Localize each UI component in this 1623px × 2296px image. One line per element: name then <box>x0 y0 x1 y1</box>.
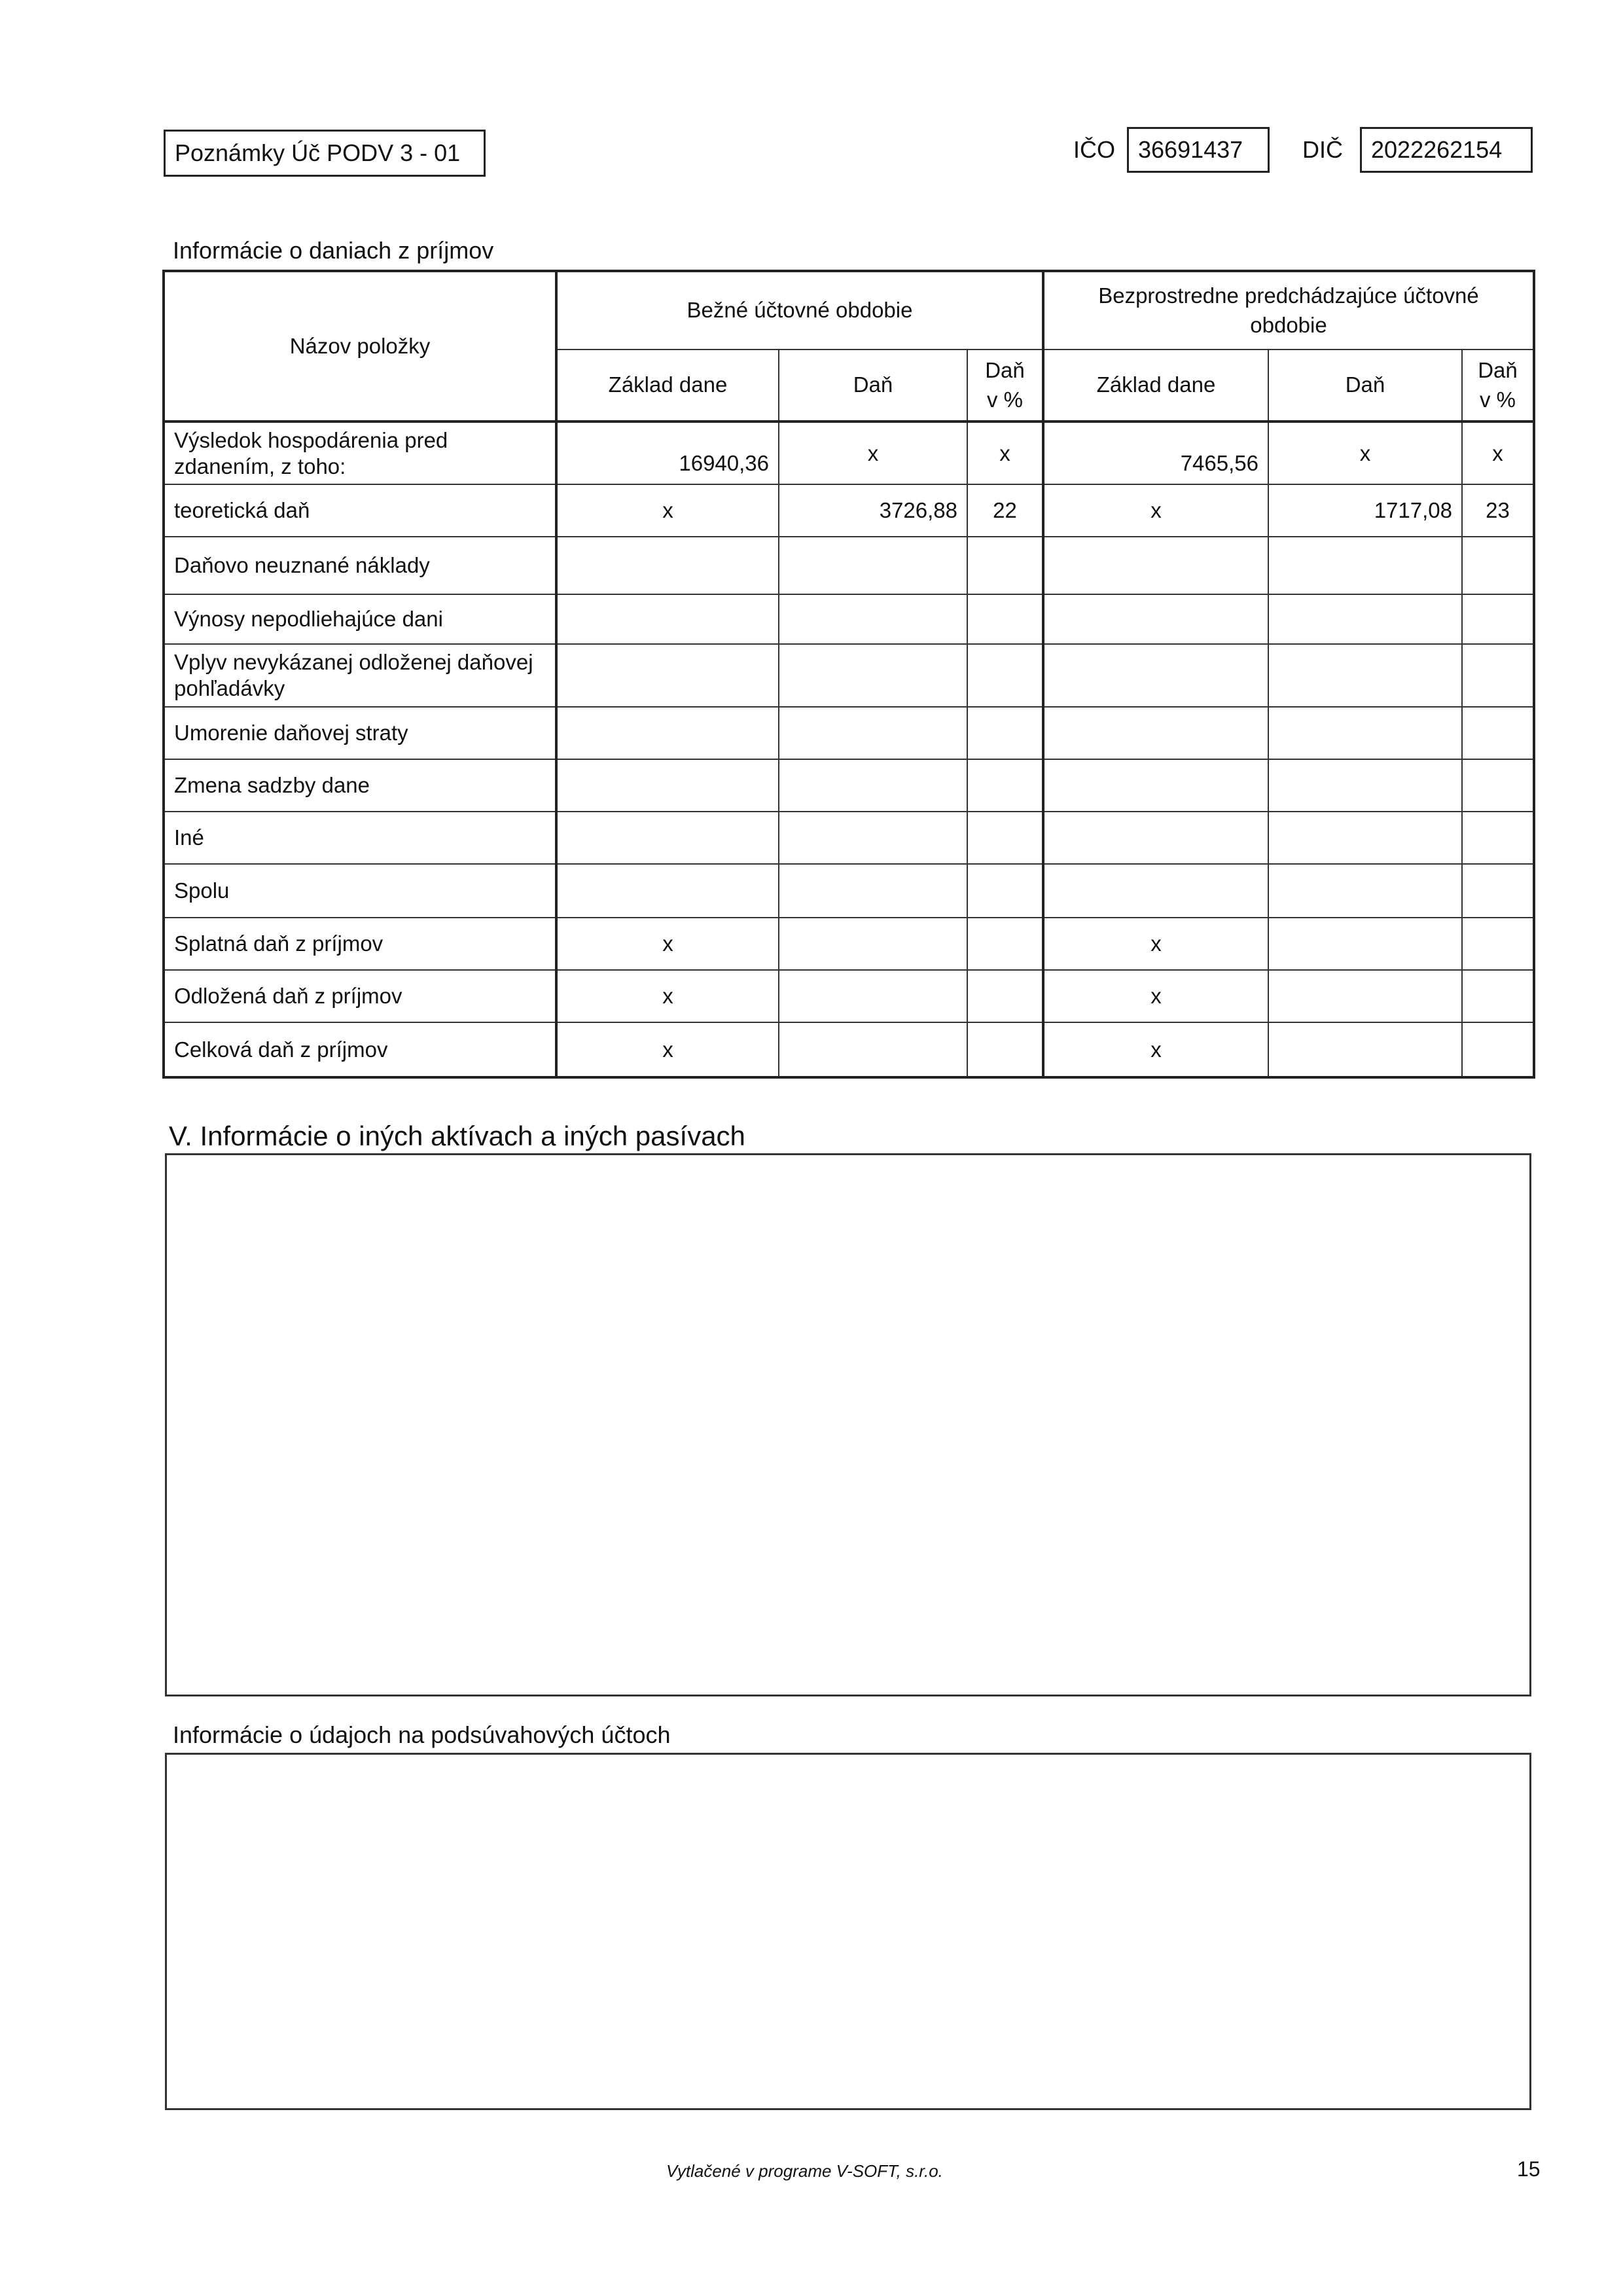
current-base-cell: 16940,36 <box>556 422 779 484</box>
current-rate-cell <box>967 707 1043 759</box>
previous-base-cell <box>1043 759 1268 812</box>
previous-rate-cell <box>1462 707 1534 759</box>
table-row <box>164 594 1534 644</box>
current-tax-cell: 3726,88 <box>779 484 967 537</box>
table-row <box>164 422 1534 484</box>
table-row <box>164 812 1534 864</box>
page-number: 15 <box>1517 2157 1541 2181</box>
row-label: Výsledok hospodárenia pred zdanením, z toho: <box>164 422 556 484</box>
previous-rate-cell <box>1462 970 1534 1022</box>
previous-tax-cell <box>1268 1022 1462 1077</box>
current-base-cell: x <box>556 970 779 1022</box>
current-rate-cell: x <box>967 422 1043 484</box>
current-rate-cell <box>967 864 1043 918</box>
previous-rate-cell <box>1462 1022 1534 1077</box>
previous-tax-cell <box>1268 537 1462 594</box>
current-tax-cell <box>779 918 967 970</box>
previous-tax-cell <box>1268 864 1462 918</box>
current-base-cell <box>556 537 779 594</box>
previous-tax-cell <box>1268 594 1462 644</box>
current-rate-cell <box>967 594 1043 644</box>
col-previous-tax: Daň <box>1268 350 1462 422</box>
previous-rate-cell <box>1462 864 1534 918</box>
current-rate-cell <box>967 1022 1043 1077</box>
group-current-header: Bežné účtovné obdobie <box>556 271 1043 350</box>
row-label: teoretická daň <box>164 484 556 537</box>
ico-box <box>1127 127 1270 173</box>
current-base-cell <box>556 644 779 707</box>
current-rate-cell <box>967 812 1043 864</box>
col-previous-rate: Daň v % <box>1462 350 1534 422</box>
previous-rate-cell <box>1462 594 1534 644</box>
income-tax-table <box>162 270 1535 1079</box>
current-base-cell <box>556 594 779 644</box>
previous-base-cell: x <box>1043 1022 1268 1077</box>
current-rate-cell <box>967 918 1043 970</box>
previous-rate-cell <box>1462 759 1534 812</box>
previous-tax-cell: x <box>1268 422 1462 484</box>
current-tax-cell <box>779 759 967 812</box>
dic-box <box>1360 127 1533 173</box>
current-base-cell <box>556 812 779 864</box>
row-label: Iné <box>164 812 556 864</box>
current-base-cell <box>556 864 779 918</box>
table-row <box>164 707 1534 759</box>
row-label: Zmena sadzby dane <box>164 759 556 812</box>
current-tax-cell <box>779 644 967 707</box>
current-tax-cell: x <box>779 422 967 484</box>
table-row <box>164 864 1534 918</box>
col-current-tax: Daň <box>779 350 967 422</box>
row-label: Umorenie daňovej straty <box>164 707 556 759</box>
current-rate-cell: 22 <box>967 484 1043 537</box>
printed-by: Vytlačené v programe V-SOFT, s.r.o. <box>666 2161 943 2181</box>
row-label: Vplyv nevykázanej odloženej daňovej pohľadávky <box>164 644 556 707</box>
tax-section-title: Informácie o daniach z príjmov <box>173 237 494 264</box>
current-tax-cell <box>779 1022 967 1077</box>
previous-tax-cell <box>1268 644 1462 707</box>
other-assets-title: V. Informácie o iných aktívach a iných pasívach <box>169 1121 745 1151</box>
current-tax-cell <box>779 594 967 644</box>
current-rate-cell <box>967 759 1043 812</box>
row-label: Odložená daň z príjmov <box>164 970 556 1022</box>
current-base-cell: x <box>556 484 779 537</box>
col-item-header: Názov položky <box>164 271 556 422</box>
previous-base-cell: x <box>1043 970 1268 1022</box>
current-rate-cell <box>967 644 1043 707</box>
previous-tax-cell: 1717,08 <box>1268 484 1462 537</box>
table-row <box>164 1022 1534 1077</box>
previous-tax-cell <box>1268 812 1462 864</box>
table-row <box>164 970 1534 1022</box>
row-label: Celková daň z príjmov <box>164 1022 556 1077</box>
previous-base-cell: x <box>1043 918 1268 970</box>
current-tax-cell <box>779 812 967 864</box>
group-previous-label: Bezprostredne predchádzajúce účtovné obdobie <box>1098 283 1479 337</box>
current-tax-cell <box>779 970 967 1022</box>
row-label: Splatná daň z príjmov <box>164 918 556 970</box>
ico-label: IČO <box>1073 136 1116 163</box>
previous-rate-cell <box>1462 918 1534 970</box>
current-base-cell: x <box>556 918 779 970</box>
previous-base-cell: 7465,56 <box>1043 422 1268 484</box>
current-tax-cell <box>779 707 967 759</box>
previous-tax-cell <box>1268 707 1462 759</box>
table-row <box>164 918 1534 970</box>
previous-base-cell <box>1043 644 1268 707</box>
previous-rate-cell <box>1462 644 1534 707</box>
current-rate-cell <box>967 970 1043 1022</box>
ico-value: 36691437 <box>1138 136 1243 163</box>
off-balance-title: Informácie o údajoch na podsúvahových účtoch <box>173 1721 671 1748</box>
form-code: Poznámky Úč PODV 3 - 01 <box>175 139 461 166</box>
previous-rate-cell <box>1462 812 1534 864</box>
col-current-base: Základ dane <box>556 350 779 422</box>
col-previous-base: Základ dane <box>1043 350 1268 422</box>
current-base-cell: x <box>556 1022 779 1077</box>
previous-base-cell <box>1043 707 1268 759</box>
form-code-box <box>164 130 486 177</box>
current-rate-cell <box>967 537 1043 594</box>
group-previous-header <box>1043 271 1534 350</box>
table-row <box>164 484 1534 537</box>
row-label: Spolu <box>164 864 556 918</box>
table-row <box>164 537 1534 594</box>
table-row <box>164 759 1534 812</box>
previous-tax-cell <box>1268 970 1462 1022</box>
previous-base-cell <box>1043 594 1268 644</box>
table-row <box>164 644 1534 707</box>
previous-base-cell <box>1043 864 1268 918</box>
previous-tax-cell <box>1268 918 1462 970</box>
previous-base-cell <box>1043 537 1268 594</box>
previous-base-cell <box>1043 812 1268 864</box>
current-tax-cell <box>779 864 967 918</box>
previous-base-cell: x <box>1043 484 1268 537</box>
row-label: Výnosy nepodliehajúce dani <box>164 594 556 644</box>
col-current-rate: Daň v % <box>967 350 1043 422</box>
other-assets-box <box>165 1153 1531 1696</box>
previous-rate-cell: 23 <box>1462 484 1534 537</box>
off-balance-box <box>165 1753 1531 2110</box>
current-base-cell <box>556 759 779 812</box>
current-base-cell <box>556 707 779 759</box>
row-label: Daňovo neuznané náklady <box>164 537 556 594</box>
dic-value: 2022262154 <box>1371 136 1503 163</box>
current-tax-cell <box>779 537 967 594</box>
previous-tax-cell <box>1268 759 1462 812</box>
previous-rate-cell <box>1462 537 1534 594</box>
dic-label: DIČ <box>1302 136 1343 163</box>
previous-rate-cell: x <box>1462 422 1534 484</box>
